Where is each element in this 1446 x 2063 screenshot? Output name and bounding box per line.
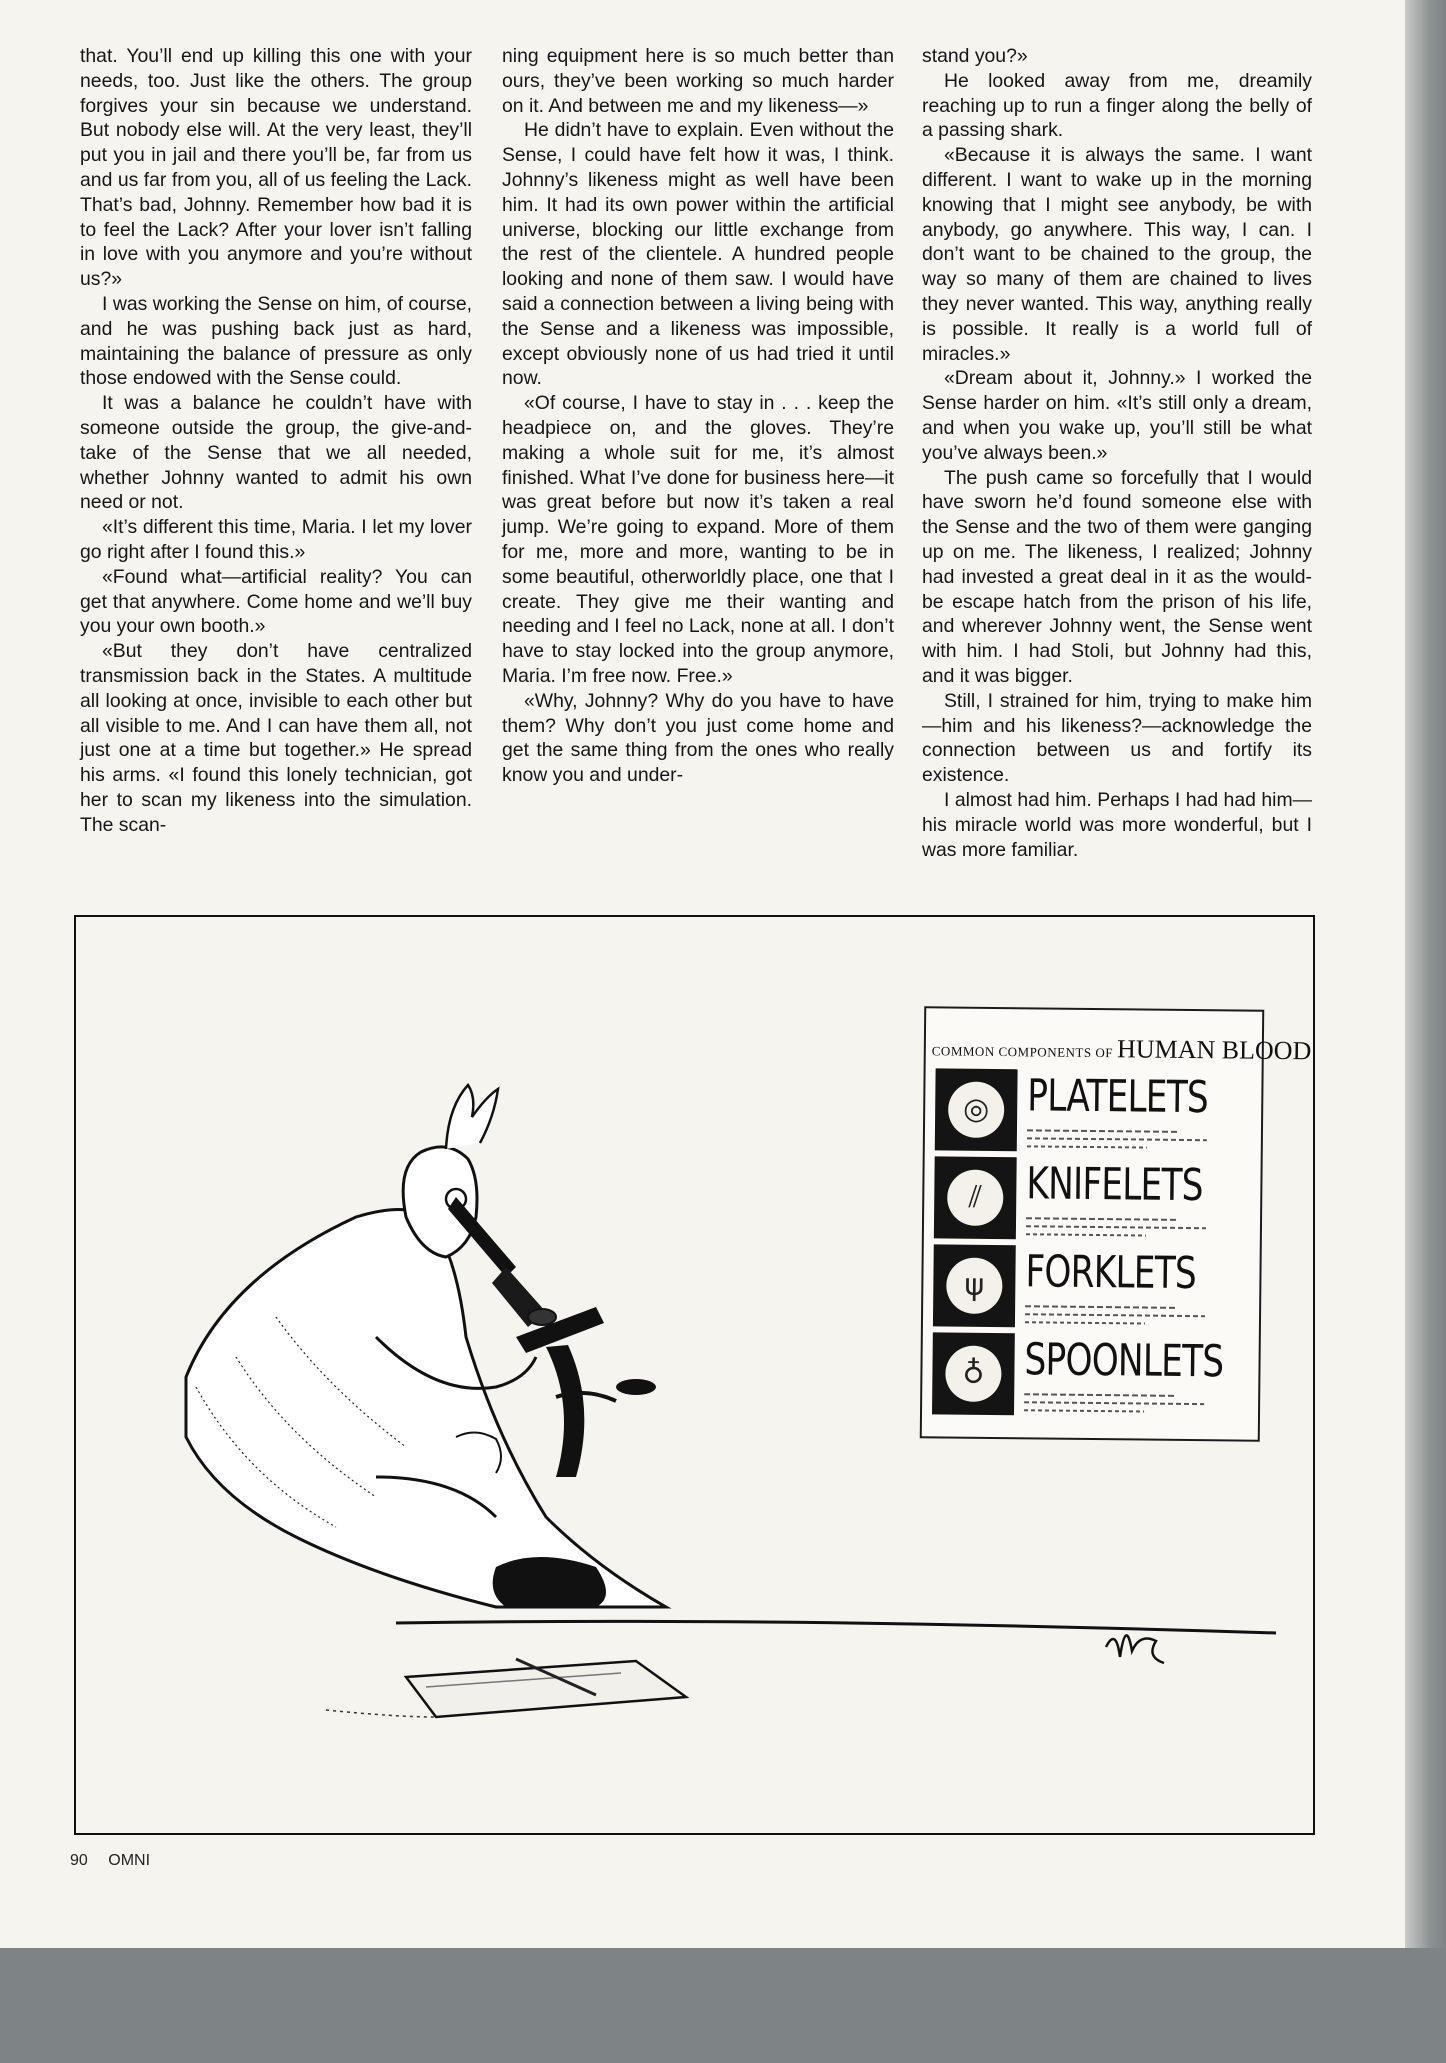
scientist-figure (186, 1085, 666, 1607)
article-column-2 (502, 44, 894, 788)
poster-heading-small: COMMON COMPONENTS OF (931, 1043, 1114, 1061)
paragraph: Still, I strained for him, trying to make him—him and his likeness?—acknowledge the connection between us and fortify its existence. (922, 689, 1312, 787)
paragraph: ning equipment here is so much better than ours, they’ve been working so much harder on it. And between me and my likeness—» (502, 45, 894, 117)
poster-item (934, 1156, 1255, 1247)
plate-icon: ◎ (935, 1068, 1018, 1151)
scribbled-caption (1025, 1301, 1225, 1329)
paragraph: «It’s different this time, Maria. I let my lover go right after I found this.» (80, 516, 472, 563)
poster-heading (931, 1032, 1312, 1066)
paragraph: It was a balance he couldn’t have with someone outside the group, the give-and-take of the Sense that we all needed, whether Johnny wanted to admit his own need or not. (80, 392, 472, 514)
paragraph: «But they don’t have centralized transmission back in the States. A multitude all looking at once, invisible to each other but all visible to me. And I can have them all, not just one at a time but together.» He spread his arms. «I found this lonely technician, got her to scan my likeness into the simulation. The scan- (80, 640, 472, 836)
paragraph: «Found what—artificial reality? You can get that anywhere. Come home and we’ll buy you your own booth.» (80, 565, 472, 638)
article-column-1 (80, 44, 472, 838)
poster-item-label: PLATELETS (1027, 1070, 1209, 1124)
fork-icon: ψ (933, 1244, 1016, 1327)
poster-item (935, 1068, 1256, 1159)
page-number: 90 (70, 1852, 88, 1869)
page-footer (70, 1852, 166, 1870)
poster-item (933, 1244, 1254, 1335)
magazine-name: OMNI (108, 1852, 151, 1869)
blood-components-poster (920, 1006, 1312, 1442)
table-edge (396, 1621, 1276, 1633)
scribbled-caption (1024, 1389, 1224, 1417)
paragraph: stand you?» (922, 45, 1028, 67)
paragraph: «Of course, I have to stay in . . . keep the headpiece on, and the gloves. They’re making a whole suit for me, it’s almost finished. What I’ve done for business here—it was great before but now it’s taken a real jump. We’re going to expand. More of them for me, more and more, wanting to be in some beautiful, otherworldly place, one that I create. They give me their wanting and needing and I feel no Lack, none at all. I don’t have to stay locked into the group anymore, Maria. I’m free now. Free.» (502, 392, 894, 687)
article-column-3 (922, 44, 1312, 862)
poster-item (932, 1332, 1253, 1423)
scribbled-caption (1027, 1125, 1227, 1153)
poster-item-label: KNIFELETS (1026, 1158, 1203, 1212)
paragraph: He didn’t have to explain. Even without the Sense, I could have felt how it was, I think. Johnny’s likeness might as well have been him. It had its own power within the artificial universe, blocking our little exchange from the rest of the clientele. A hundred people looking and none of them saw. I would have said a connection between a living being with the Sense and a likeness was impossible, except obviously none of us had tried it until now. (502, 119, 894, 390)
page-shadow-edge (1405, 0, 1446, 1948)
paragraph: The push came so forcefully that I would have sworn he’d found someone else with the Sense and the two of them were ganging up on me. The likeness, I realized; Johnny had invested a great deal in it as the would-be escape hatch from the prison of his life, and wherever Johnny went, the Sense went with him. I had Stoli, but Johnny had this, and it was bigger. (922, 466, 1312, 687)
poster-heading-big: HUMAN BLOOD (1116, 1034, 1312, 1066)
paragraph: that. You’ll end up killing this one with your needs, too. Just like the others. The group forgives your sin because we understand. But nobody else will. At the very least, they’ll put you in jail and there you’ll be, far from us and us far from you, all of us feeling the Lack. That’s bad, Johnny. Remember how bad it is to feel the Lack? After your lover isn’t falling in love with you anymore and you’re without us?» (80, 45, 472, 291)
clipboard-icon (326, 1659, 686, 1717)
poster-item-label: SPOONLETS (1024, 1334, 1224, 1388)
paragraph: I was working the Sense on him, of course, and he was pushing back just as hard, maintaining the balance of pressure as only those endowed with the Sense could. (80, 292, 472, 390)
paragraph: I almost had him. Perhaps I had had him—his miracle world was more wonderful, but I was more familiar. (922, 788, 1312, 861)
paragraph: «Why, Johnny? Why do you have to have them? Why don’t you just come home and get the same thing from the ones who really know you and under- (502, 689, 894, 787)
paragraph: He looked away from me, dreamily reaching up to run a finger along the belly of a passing shark. (922, 69, 1312, 142)
paragraph: «Because it is always the same. I want different. I want to wake up in the morning knowing that I might see anybody, be with anybody, go anywhere. This way, I can. I don’t want to be chained to the group, the way so many of them are chained to lives they never wanted. This way, anything really is possible. It really is a world full of miracles.» (922, 144, 1312, 365)
scribbled-caption (1026, 1213, 1226, 1241)
artist-signature (1106, 1635, 1164, 1663)
poster-item-label: FORKLETS (1025, 1246, 1197, 1300)
knife-icon: ⫽ (934, 1156, 1017, 1239)
spoon-icon: ♁ (932, 1332, 1015, 1415)
paragraph: «Dream about it, Johnny.» I worked the Sense harder on him. «It’s still only a dream, and when you wake up, you’ll still be what you’ve always been.» (922, 367, 1312, 464)
scan-background (0, 1948, 1446, 2063)
